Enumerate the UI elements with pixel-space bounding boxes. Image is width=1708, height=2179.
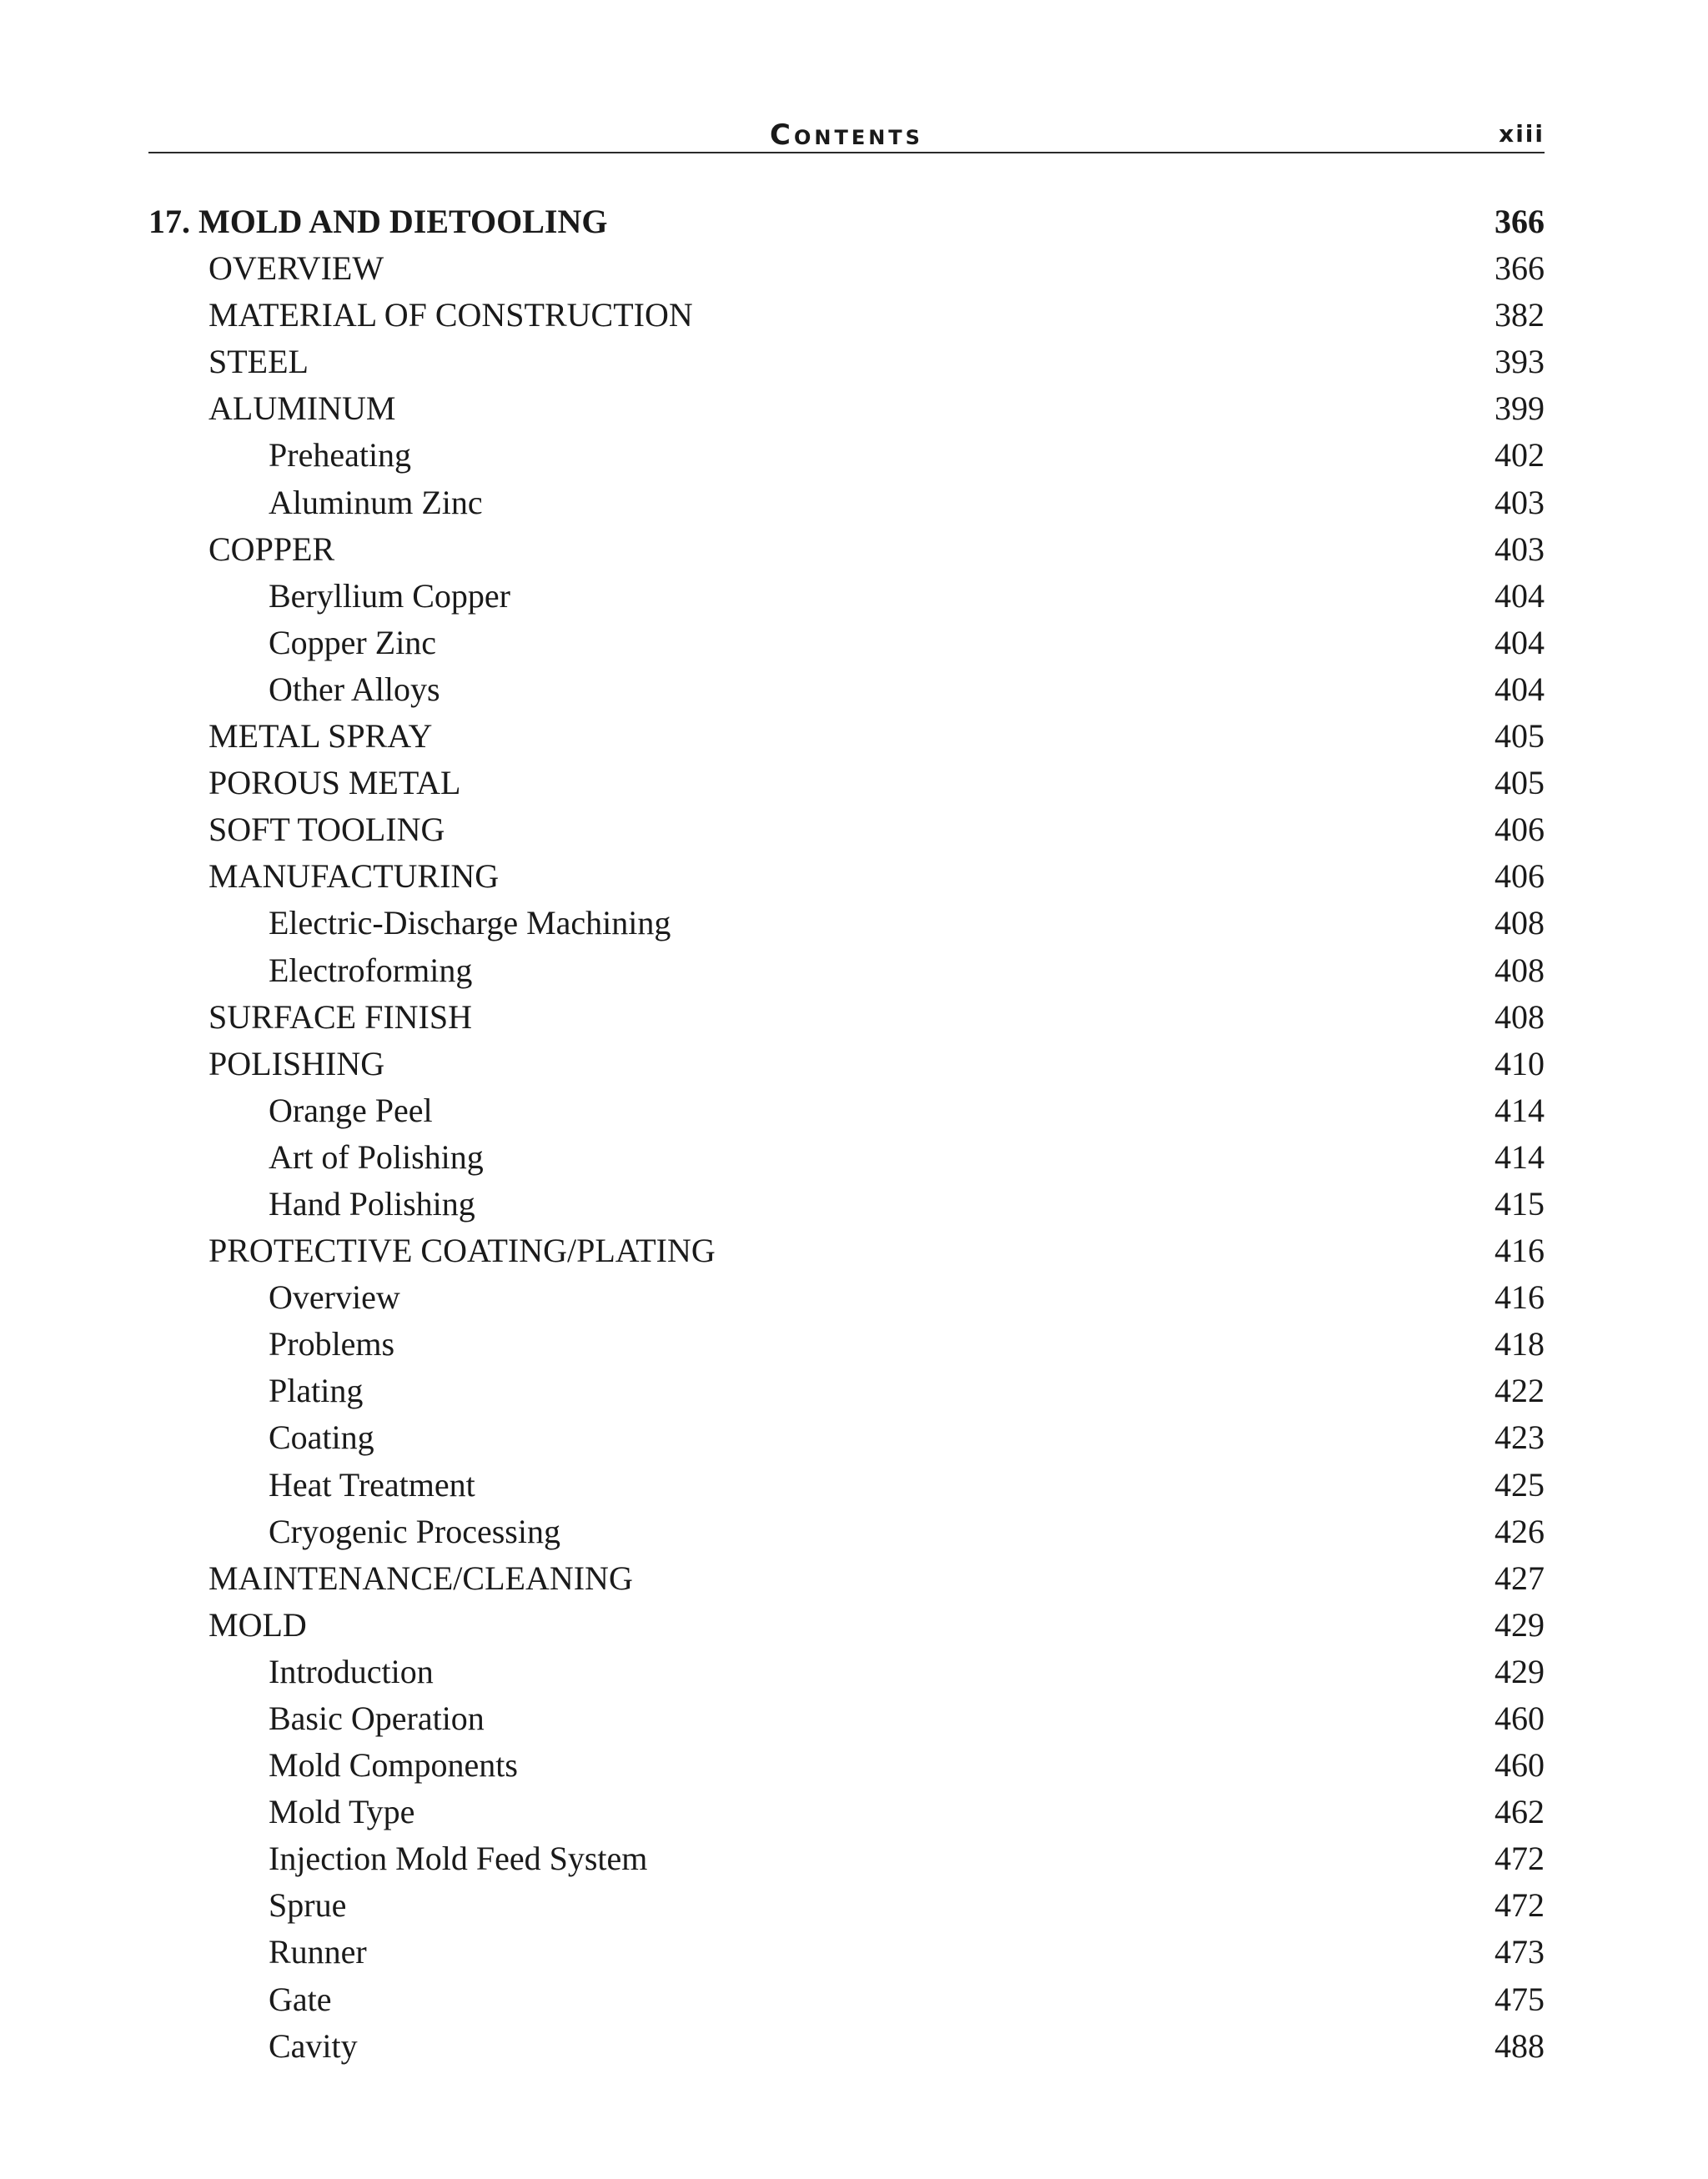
toc-entry-page-number: 408 — [1494, 904, 1545, 942]
subsection-entry — [148, 479, 1545, 526]
subsection-entry — [148, 1368, 1545, 1414]
toc-entry-page-number: 473 — [1494, 1933, 1545, 1971]
toc-entry-page-number: 460 — [1494, 1746, 1545, 1785]
toc-entry-title: Heat Treatment — [269, 1465, 475, 1504]
toc-entry-page-number: 366 — [1494, 249, 1545, 288]
toc-entry-title: Electric-Discharge Machining — [269, 904, 671, 942]
section-entry — [148, 245, 1545, 292]
subsection-entry — [148, 1929, 1545, 1976]
toc-entry-title: Introduction — [269, 1652, 434, 1690]
subsection-entry — [148, 1742, 1545, 1789]
toc-entry-page-number: 404 — [1494, 670, 1545, 708]
subsection-entry — [148, 1414, 1545, 1461]
toc-entry-title: Electroforming — [269, 951, 473, 989]
toc-entry-title: METAL SPRAY — [208, 717, 433, 756]
section-entry — [148, 1555, 1545, 1602]
subsection-entry — [148, 1274, 1545, 1321]
toc-entry-title: MATERIAL OF CONSTRUCTION — [208, 296, 693, 334]
subsection-entry — [148, 1181, 1545, 1228]
subsection-entry — [148, 947, 1545, 994]
section-entry — [148, 385, 1545, 432]
toc-entry-page-number: 472 — [1494, 1886, 1545, 1925]
section-entry — [148, 994, 1545, 1041]
toc-entry-title: OVERVIEW — [208, 249, 384, 288]
toc-entry-page-number: 406 — [1494, 811, 1545, 849]
toc-entry-page-number: 416 — [1494, 1232, 1545, 1270]
toc-entry-page-number: 414 — [1494, 1091, 1545, 1129]
table-of-contents — [148, 198, 1545, 2070]
toc-entry-page-number: 406 — [1494, 857, 1545, 896]
subsection-entry — [148, 1695, 1545, 1742]
header-page-number: xiii — [1499, 120, 1545, 148]
subsection-entry — [148, 666, 1545, 713]
section-entry — [148, 1228, 1545, 1274]
toc-entry-title: Beryllium Copper — [269, 576, 510, 615]
toc-entry-title: COPPER — [208, 530, 335, 568]
section-entry — [148, 760, 1545, 806]
toc-entry-title: Mold Type — [269, 1793, 415, 1831]
toc-entry-page-number: 472 — [1494, 1840, 1545, 1878]
subsection-entry — [148, 1882, 1545, 1929]
subsection-entry — [148, 1509, 1545, 1555]
section-entry — [148, 1041, 1545, 1087]
subsection-entry — [148, 1835, 1545, 1882]
toc-entry-page-number: 429 — [1494, 1652, 1545, 1690]
toc-entry-title: Overview — [269, 1278, 400, 1317]
toc-entry-page-number: 408 — [1494, 951, 1545, 989]
toc-entry-page-number: 462 — [1494, 1793, 1545, 1831]
section-entry — [148, 713, 1545, 760]
toc-entry-title: Preheating — [269, 436, 412, 474]
toc-entry-title: Cryogenic Processing — [269, 1512, 560, 1550]
toc-entry-title: Mold Components — [269, 1746, 518, 1785]
toc-entry-page-number: 393 — [1494, 343, 1545, 381]
toc-entry-title: Basic Operation — [269, 1700, 485, 1737]
subsection-entry — [148, 1134, 1545, 1181]
toc-entry-page-number: 408 — [1494, 997, 1545, 1036]
toc-entry-page-number: 423 — [1494, 1418, 1545, 1457]
chapter-entry — [148, 198, 1545, 245]
toc-entry-page-number: 404 — [1494, 576, 1545, 615]
section-entry — [148, 526, 1545, 573]
toc-entry-page-number: 422 — [1494, 1372, 1545, 1410]
subsection-entry — [148, 2023, 1545, 2070]
running-header — [148, 115, 1545, 153]
subsection-entry — [148, 432, 1545, 479]
toc-entry-page-number: 415 — [1494, 1184, 1545, 1223]
subsection-entry — [148, 1649, 1545, 1695]
toc-entry-title: Hand Polishing — [269, 1184, 475, 1223]
toc-entry-title: Runner — [269, 1933, 367, 1971]
toc-entry-title: PROTECTIVE COATING/PLATING — [208, 1232, 716, 1270]
toc-entry-title: 17. MOLD AND DIETOOLING — [148, 203, 608, 240]
section-entry — [148, 339, 1545, 385]
toc-entry-page-number: 403 — [1494, 530, 1545, 568]
subsection-entry — [148, 620, 1545, 666]
toc-entry-title: Problems — [269, 1325, 395, 1363]
toc-entry-page-number: 460 — [1494, 1700, 1545, 1737]
toc-entry-page-number: 414 — [1494, 1137, 1545, 1176]
section-entry — [148, 1602, 1545, 1649]
toc-entry-page-number: 403 — [1494, 483, 1545, 521]
subsection-entry — [148, 1321, 1545, 1368]
toc-entry-page-number: 475 — [1494, 1980, 1545, 2018]
toc-entry-page-number: 382 — [1494, 296, 1545, 334]
toc-entry-title: MOLD — [208, 1605, 307, 1644]
toc-entry-page-number: 399 — [1494, 389, 1545, 428]
subsection-entry — [148, 1789, 1545, 1835]
section-entry — [148, 853, 1545, 900]
toc-entry-title: Copper Zinc — [269, 623, 437, 661]
toc-entry-title: POLISHING — [208, 1044, 385, 1082]
toc-entry-title: Orange Peel — [269, 1091, 433, 1129]
toc-entry-title: POROUS METAL — [208, 764, 461, 802]
toc-entry-title: Art of Polishing — [269, 1137, 484, 1176]
toc-entry-page-number: 405 — [1494, 764, 1545, 802]
toc-entry-page-number: 418 — [1494, 1325, 1545, 1363]
toc-entry-page-number: 426 — [1494, 1512, 1545, 1550]
section-entry — [148, 806, 1545, 853]
subsection-entry — [148, 573, 1545, 620]
toc-entry-page-number: 416 — [1494, 1278, 1545, 1317]
toc-entry-page-number: 429 — [1494, 1605, 1545, 1644]
subsection-entry — [148, 1976, 1545, 2023]
toc-entry-page-number: 410 — [1494, 1044, 1545, 1082]
toc-entry-title: MANUFACTURING — [208, 857, 500, 896]
toc-entry-title: STEEL — [208, 343, 309, 381]
toc-entry-page-number: 425 — [1494, 1465, 1545, 1504]
toc-entry-title: Other Alloys — [269, 670, 440, 708]
toc-entry-title: Sprue — [269, 1886, 347, 1925]
header-title: Contents — [770, 118, 923, 152]
toc-entry-page-number: 402 — [1494, 436, 1545, 474]
toc-entry-title: MAINTENANCE/CLEANING — [208, 1559, 633, 1597]
toc-entry-page-number: 404 — [1494, 623, 1545, 661]
toc-entry-title: Cavity — [269, 2026, 358, 2065]
toc-entry-title: Gate — [269, 1980, 332, 2018]
toc-entry-title: Coating — [269, 1418, 374, 1457]
subsection-entry — [148, 1087, 1545, 1134]
toc-entry-title: SURFACE FINISH — [208, 997, 472, 1036]
toc-entry-page-number: 405 — [1494, 717, 1545, 756]
toc-entry-title: SOFT TOOLING — [208, 811, 445, 849]
subsection-entry — [148, 900, 1545, 946]
toc-entry-page-number: 366 — [1494, 203, 1545, 240]
section-entry — [148, 292, 1545, 339]
toc-entry-title: Injection Mold Feed System — [269, 1840, 648, 1878]
toc-entry-page-number: 488 — [1494, 2026, 1545, 2065]
toc-entry-title: ALUMINUM — [208, 389, 396, 428]
toc-entry-title: Plating — [269, 1372, 364, 1410]
toc-entry-page-number: 427 — [1494, 1559, 1545, 1597]
subsection-entry — [148, 1462, 1545, 1509]
toc-entry-title: Aluminum Zinc — [269, 483, 483, 521]
